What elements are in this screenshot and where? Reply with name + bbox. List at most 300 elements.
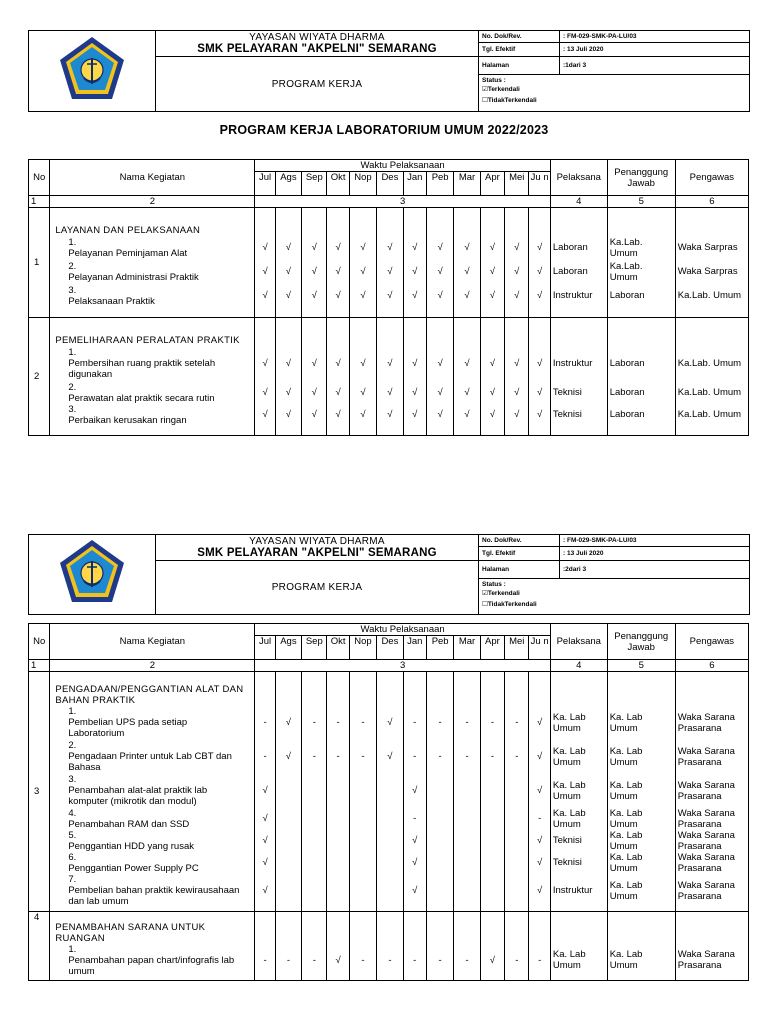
executor-cell: Instruktur — [550, 284, 607, 308]
empty-cell — [607, 426, 675, 436]
activity-cell — [50, 852, 255, 874]
executor-cell: Teknisi — [550, 404, 607, 426]
dash-mark: - — [255, 944, 275, 977]
empty-cell — [349, 774, 376, 808]
table-row — [29, 830, 749, 852]
empty-cell — [480, 208, 504, 236]
empty-cell — [607, 308, 675, 318]
dash-mark: - — [349, 706, 376, 740]
empty-cell — [349, 426, 376, 436]
activity-name: Pembelian UPS pada setiap Laboratorium — [68, 717, 188, 739]
empty-cell — [480, 808, 504, 830]
check-mark: √ — [403, 852, 426, 874]
empty-cell — [349, 852, 376, 874]
executor-cell: Ka. Lab Umum — [550, 706, 607, 740]
empty-cell — [327, 774, 349, 808]
doc-number-label: No. Dok/Rev. — [479, 31, 560, 43]
doc-number-label: No. Dok/Rev. — [479, 535, 560, 547]
check-mark: √ — [505, 404, 529, 426]
empty-cell — [505, 208, 529, 236]
empty-cell — [675, 977, 748, 981]
col-responsible-header: Penanggung Jawab — [607, 160, 675, 196]
activity-name: Perawatan alat praktik secara rutin — [68, 392, 215, 404]
empty-cell — [675, 912, 748, 944]
check-mark: √ — [480, 404, 504, 426]
empty-cell — [275, 308, 301, 318]
empty-cell — [349, 208, 376, 236]
empty-cell — [426, 808, 453, 830]
school-logo-icon — [57, 34, 127, 104]
index-cell: 2 — [50, 196, 255, 208]
supervisor-cell: Waka Sarana Prasarana — [675, 740, 748, 774]
responsible-cell: Ka.Lab. Umum — [607, 260, 675, 284]
check-mark: √ — [505, 382, 529, 404]
empty-cell — [275, 852, 301, 874]
col-schedule-header: Waktu Pelaksanaan — [255, 160, 550, 172]
empty-cell — [275, 208, 301, 236]
dash-mark: - — [403, 706, 426, 740]
empty-cell — [255, 977, 275, 981]
month-header: Peb — [426, 172, 453, 196]
empty-cell — [327, 672, 349, 706]
check-mark: √ — [529, 874, 550, 908]
check-mark: √ — [403, 260, 426, 284]
org-name: YAYASAN WIYATA DHARMA — [249, 536, 385, 547]
responsible-cell: Ka. Lab Umum — [607, 874, 675, 908]
activity-name: Penggantian Power Supply PC — [68, 862, 199, 874]
check-mark: √ — [480, 284, 504, 308]
empty-cell — [426, 208, 453, 236]
school-name: SMK PELAYARAN "AKPELNI" SEMARANG — [197, 547, 437, 559]
empty-cell — [426, 852, 453, 874]
dash-mark: - — [480, 740, 504, 774]
empty-cell — [505, 308, 529, 318]
col-supervisor-header: Pengawas — [675, 624, 748, 660]
month-header: Mei — [505, 636, 529, 660]
empty-cell — [377, 874, 403, 908]
empty-cell — [480, 318, 504, 346]
check-mark: √ — [426, 260, 453, 284]
dash-mark: - — [426, 706, 453, 740]
activity-cell — [50, 874, 255, 908]
check-mark: √ — [377, 740, 403, 774]
table-row — [29, 346, 749, 382]
check-mark: √ — [454, 260, 480, 284]
check-mark: √ — [480, 236, 504, 260]
check-mark: √ — [505, 236, 529, 260]
check-mark: √ — [349, 284, 376, 308]
check-mark: √ — [302, 236, 327, 260]
empty-cell — [275, 874, 301, 908]
index-cell: 4 — [550, 196, 607, 208]
empty-cell — [675, 208, 748, 236]
check-mark: √ — [454, 236, 480, 260]
empty-cell — [505, 426, 529, 436]
header-title-cell — [156, 535, 479, 561]
empty-cell — [302, 318, 327, 346]
month-header: Nop — [349, 172, 376, 196]
index-cell: 2 — [50, 660, 255, 672]
check-mark: √ — [480, 382, 504, 404]
table-row — [29, 874, 749, 908]
activity-name: Pelayanan Administrasi Praktik — [68, 271, 199, 283]
empty-cell — [480, 774, 504, 808]
status-cell — [479, 75, 750, 112]
month-header: Mar — [454, 172, 480, 196]
responsible-cell: Laboran — [607, 404, 675, 426]
section-title-row — [29, 318, 749, 346]
responsible-cell: Laboran — [607, 382, 675, 404]
activity-name: Pelayanan Peminjaman Alat — [68, 247, 188, 259]
empty-cell — [529, 672, 550, 706]
dash-mark: - — [454, 740, 480, 774]
empty-cell — [403, 912, 426, 944]
activity-cell — [50, 944, 255, 977]
empty-cell — [302, 426, 327, 436]
empty-cell — [454, 808, 480, 830]
executor-cell: Ka. Lab Umum — [550, 944, 607, 977]
empty-cell — [454, 426, 480, 436]
empty-cell — [426, 977, 453, 981]
check-mark: √ — [255, 260, 275, 284]
table-row — [29, 740, 749, 774]
empty-cell — [377, 977, 403, 981]
empty-cell — [255, 318, 275, 346]
month-header: Apr — [480, 636, 504, 660]
month-header: Ju n — [529, 172, 550, 196]
check-mark: √ — [327, 260, 349, 284]
responsible-cell: Ka. Lab Umum — [607, 852, 675, 874]
dash-mark: - — [403, 808, 426, 830]
check-mark: √ — [505, 284, 529, 308]
col-no-header: No — [29, 624, 50, 660]
check-mark: √ — [275, 284, 301, 308]
empty-cell — [529, 426, 550, 436]
status-label: Status : — [482, 581, 506, 588]
empty-cell — [377, 426, 403, 436]
dash-mark: - — [403, 944, 426, 977]
activity-cell — [50, 404, 255, 426]
activity-number: 1. — [68, 943, 77, 955]
executor-cell: Laboran — [550, 236, 607, 260]
empty-cell — [607, 318, 675, 346]
check-mark: √ — [327, 382, 349, 404]
check-mark: √ — [480, 346, 504, 382]
check-mark: √ — [377, 284, 403, 308]
empty-cell — [426, 912, 453, 944]
document-header-page-1 — [28, 30, 750, 112]
check-mark: √ — [529, 774, 550, 808]
program-label: PROGRAM KERJA — [156, 561, 479, 615]
index-cell: 1 — [29, 660, 50, 672]
month-header: Sep — [302, 172, 327, 196]
status-controlled: ☑Terkendali — [482, 86, 520, 93]
check-mark: √ — [255, 808, 275, 830]
month-header: Apr — [480, 172, 504, 196]
empty-cell — [403, 308, 426, 318]
empty-cell — [403, 426, 426, 436]
empty-cell — [426, 672, 453, 706]
col-executor-header: Pelaksana — [550, 624, 607, 660]
empty-cell — [327, 830, 349, 852]
dash-mark: - — [255, 706, 275, 740]
activity-number: 1. — [68, 706, 77, 717]
executor-cell: Ka. Lab Umum — [550, 740, 607, 774]
check-mark: √ — [275, 740, 301, 774]
col-executor-header: Pelaksana — [550, 160, 607, 196]
empty-cell — [349, 808, 376, 830]
supervisor-cell: Ka.Lab. Umum — [675, 284, 748, 308]
empty-cell — [349, 318, 376, 346]
month-header: Des — [377, 636, 403, 660]
empty-cell — [275, 830, 301, 852]
supervisor-cell: Waka Sarana Prasarana — [675, 830, 748, 852]
empty-cell — [275, 977, 301, 981]
check-mark: √ — [426, 284, 453, 308]
empty-cell — [327, 426, 349, 436]
dash-mark: - — [454, 706, 480, 740]
check-mark: √ — [255, 236, 275, 260]
responsible-cell: Laboran — [607, 346, 675, 382]
empty-cell — [403, 318, 426, 346]
empty-cell — [675, 318, 748, 346]
executor-cell: Ka. Lab Umum — [550, 774, 607, 808]
empty-cell — [302, 912, 327, 944]
empty-cell — [454, 774, 480, 808]
empty-cell — [505, 774, 529, 808]
check-mark: √ — [327, 346, 349, 382]
responsible-cell: Ka. Lab Umum — [607, 944, 675, 977]
check-mark: √ — [255, 346, 275, 382]
empty-cell — [529, 912, 550, 944]
check-mark: √ — [454, 284, 480, 308]
table-row — [29, 808, 749, 830]
empty-cell — [505, 874, 529, 908]
table-row — [29, 260, 749, 284]
school-name: SMK PELAYARAN "AKPELNI" SEMARANG — [197, 43, 437, 55]
program-label: PROGRAM KERJA — [156, 57, 479, 112]
col-activity-header: Nama Kegiatan — [50, 160, 255, 196]
empty-cell — [550, 308, 607, 318]
empty-cell — [403, 208, 426, 236]
responsible-cell: Ka. Lab Umum — [607, 830, 675, 852]
check-mark: √ — [529, 404, 550, 426]
dash-mark: - — [302, 706, 327, 740]
activity-cell — [50, 774, 255, 808]
empty-cell — [327, 208, 349, 236]
empty-cell — [505, 830, 529, 852]
empty-cell — [377, 672, 403, 706]
empty-cell — [255, 912, 275, 944]
empty-cell — [302, 852, 327, 874]
empty-cell — [302, 830, 327, 852]
check-mark: √ — [349, 382, 376, 404]
empty-cell — [403, 672, 426, 706]
empty-cell — [454, 318, 480, 346]
empty-cell — [275, 774, 301, 808]
activity-number: 2. — [68, 260, 77, 272]
check-mark: √ — [275, 404, 301, 426]
table-row — [29, 944, 749, 977]
dash-mark: - — [255, 740, 275, 774]
empty-cell — [454, 830, 480, 852]
col-schedule-header: Waktu Pelaksanaan — [255, 624, 550, 636]
empty-cell — [675, 308, 748, 318]
section-title-row — [29, 208, 749, 236]
supervisor-cell: Ka.Lab. Umum — [675, 404, 748, 426]
empty-cell — [550, 912, 607, 944]
responsible-cell: Ka. Lab Umum — [607, 774, 675, 808]
check-mark: √ — [403, 874, 426, 908]
empty-cell — [50, 308, 255, 318]
col-no-header: No — [29, 160, 50, 196]
program-table-page-2 — [28, 623, 749, 981]
check-mark: √ — [349, 236, 376, 260]
check-mark: √ — [505, 346, 529, 382]
section-number: 3 — [29, 672, 50, 912]
supervisor-cell: Waka Sarana Prasarana — [675, 944, 748, 977]
supervisor-cell: Waka Sarpras — [675, 236, 748, 260]
col-supervisor-header: Pengawas — [675, 160, 748, 196]
page-value: :1dari 3 — [560, 57, 750, 75]
index-cell: 3 — [255, 660, 550, 672]
empty-cell — [454, 912, 480, 944]
status-uncontrolled: ☐TidakTerkendali — [482, 601, 537, 608]
school-logo-cell — [29, 31, 156, 112]
dash-mark: - — [327, 706, 349, 740]
empty-cell — [255, 208, 275, 236]
empty-cell — [377, 774, 403, 808]
empty-cell — [480, 308, 504, 318]
status-label: Status : — [482, 77, 506, 84]
check-mark: √ — [327, 944, 349, 977]
empty-cell — [480, 830, 504, 852]
empty-cell — [454, 852, 480, 874]
section-number: 1 — [29, 208, 50, 318]
dash-mark: - — [426, 740, 453, 774]
executor-cell: Instruktur — [550, 346, 607, 382]
empty-cell — [327, 977, 349, 981]
month-header: Peb — [426, 636, 453, 660]
empty-cell — [275, 672, 301, 706]
check-mark: √ — [377, 706, 403, 740]
empty-cell — [275, 912, 301, 944]
empty-cell — [480, 426, 504, 436]
doc-number-value: : FM-029-SMK-PA-LU/03 — [560, 535, 750, 547]
empty-cell — [327, 808, 349, 830]
empty-cell — [675, 426, 748, 436]
empty-cell — [349, 830, 376, 852]
dash-mark: - — [505, 944, 529, 977]
supervisor-cell: Waka Sarana Prasarana — [675, 852, 748, 874]
supervisor-cell: Waka Sarana Prasarana — [675, 774, 748, 808]
empty-cell — [480, 672, 504, 706]
section-spacer-row — [29, 977, 749, 981]
status-controlled: ☑Terkendali — [482, 590, 520, 597]
empty-cell — [349, 308, 376, 318]
activity-cell — [50, 706, 255, 740]
activity-cell — [50, 284, 255, 308]
month-header: Sep — [302, 636, 327, 660]
empty-cell — [505, 672, 529, 706]
month-header: Ju n — [529, 636, 550, 660]
empty-cell — [377, 808, 403, 830]
check-mark: √ — [403, 346, 426, 382]
check-mark: √ — [403, 284, 426, 308]
activity-number: 1. — [68, 347, 77, 358]
check-mark: √ — [426, 382, 453, 404]
empty-cell — [403, 977, 426, 981]
empty-cell — [50, 426, 255, 436]
check-mark: √ — [403, 404, 426, 426]
dash-mark: - — [349, 944, 376, 977]
section-number: 2 — [29, 318, 50, 436]
empty-cell — [377, 208, 403, 236]
responsible-cell: Ka. Lab Umum — [607, 808, 675, 830]
empty-cell — [607, 672, 675, 706]
activity-number: 3. — [68, 774, 77, 785]
empty-cell — [454, 208, 480, 236]
activity-number: 5. — [68, 829, 77, 841]
month-header: Ags — [275, 636, 301, 660]
activity-name: Pembersihan ruang praktik setelah digunakan — [68, 358, 216, 380]
responsible-cell: Ka.Lab. Umum — [607, 236, 675, 260]
table-row — [29, 774, 749, 808]
empty-cell — [426, 318, 453, 346]
check-mark: √ — [377, 260, 403, 284]
activity-cell — [50, 382, 255, 404]
index-cell: 1 — [29, 196, 50, 208]
empty-cell — [480, 977, 504, 981]
empty-cell — [426, 830, 453, 852]
supervisor-cell: Ka.Lab. Umum — [675, 382, 748, 404]
empty-cell — [50, 977, 255, 981]
empty-cell — [454, 874, 480, 908]
empty-cell — [349, 874, 376, 908]
index-cell: 6 — [675, 660, 748, 672]
activity-number: 6. — [68, 851, 77, 863]
month-header: Jul — [255, 636, 275, 660]
program-table-page-1 — [28, 159, 749, 436]
index-row — [29, 196, 749, 208]
supervisor-cell: Waka Sarana Prasarana — [675, 808, 748, 830]
empty-cell — [426, 774, 453, 808]
executor-cell: Laboran — [550, 260, 607, 284]
doc-number-value: : FM-029-SMK-PA-LU/03 — [560, 31, 750, 43]
empty-cell — [454, 977, 480, 981]
empty-cell — [675, 672, 748, 706]
activity-number: 2. — [68, 381, 77, 393]
empty-cell — [275, 426, 301, 436]
check-mark: √ — [377, 346, 403, 382]
empty-cell — [505, 977, 529, 981]
org-name: YAYASAN WIYATA DHARMA — [249, 32, 385, 43]
empty-cell — [454, 672, 480, 706]
empty-cell — [426, 874, 453, 908]
check-mark: √ — [529, 830, 550, 852]
executor-cell: Teknisi — [550, 382, 607, 404]
month-header: Mar — [454, 636, 480, 660]
index-row — [29, 660, 749, 672]
empty-cell — [550, 672, 607, 706]
empty-cell — [550, 208, 607, 236]
empty-cell — [426, 308, 453, 318]
empty-cell — [275, 808, 301, 830]
empty-cell — [505, 912, 529, 944]
empty-cell — [327, 852, 349, 874]
index-cell: 4 — [550, 660, 607, 672]
empty-cell — [426, 426, 453, 436]
